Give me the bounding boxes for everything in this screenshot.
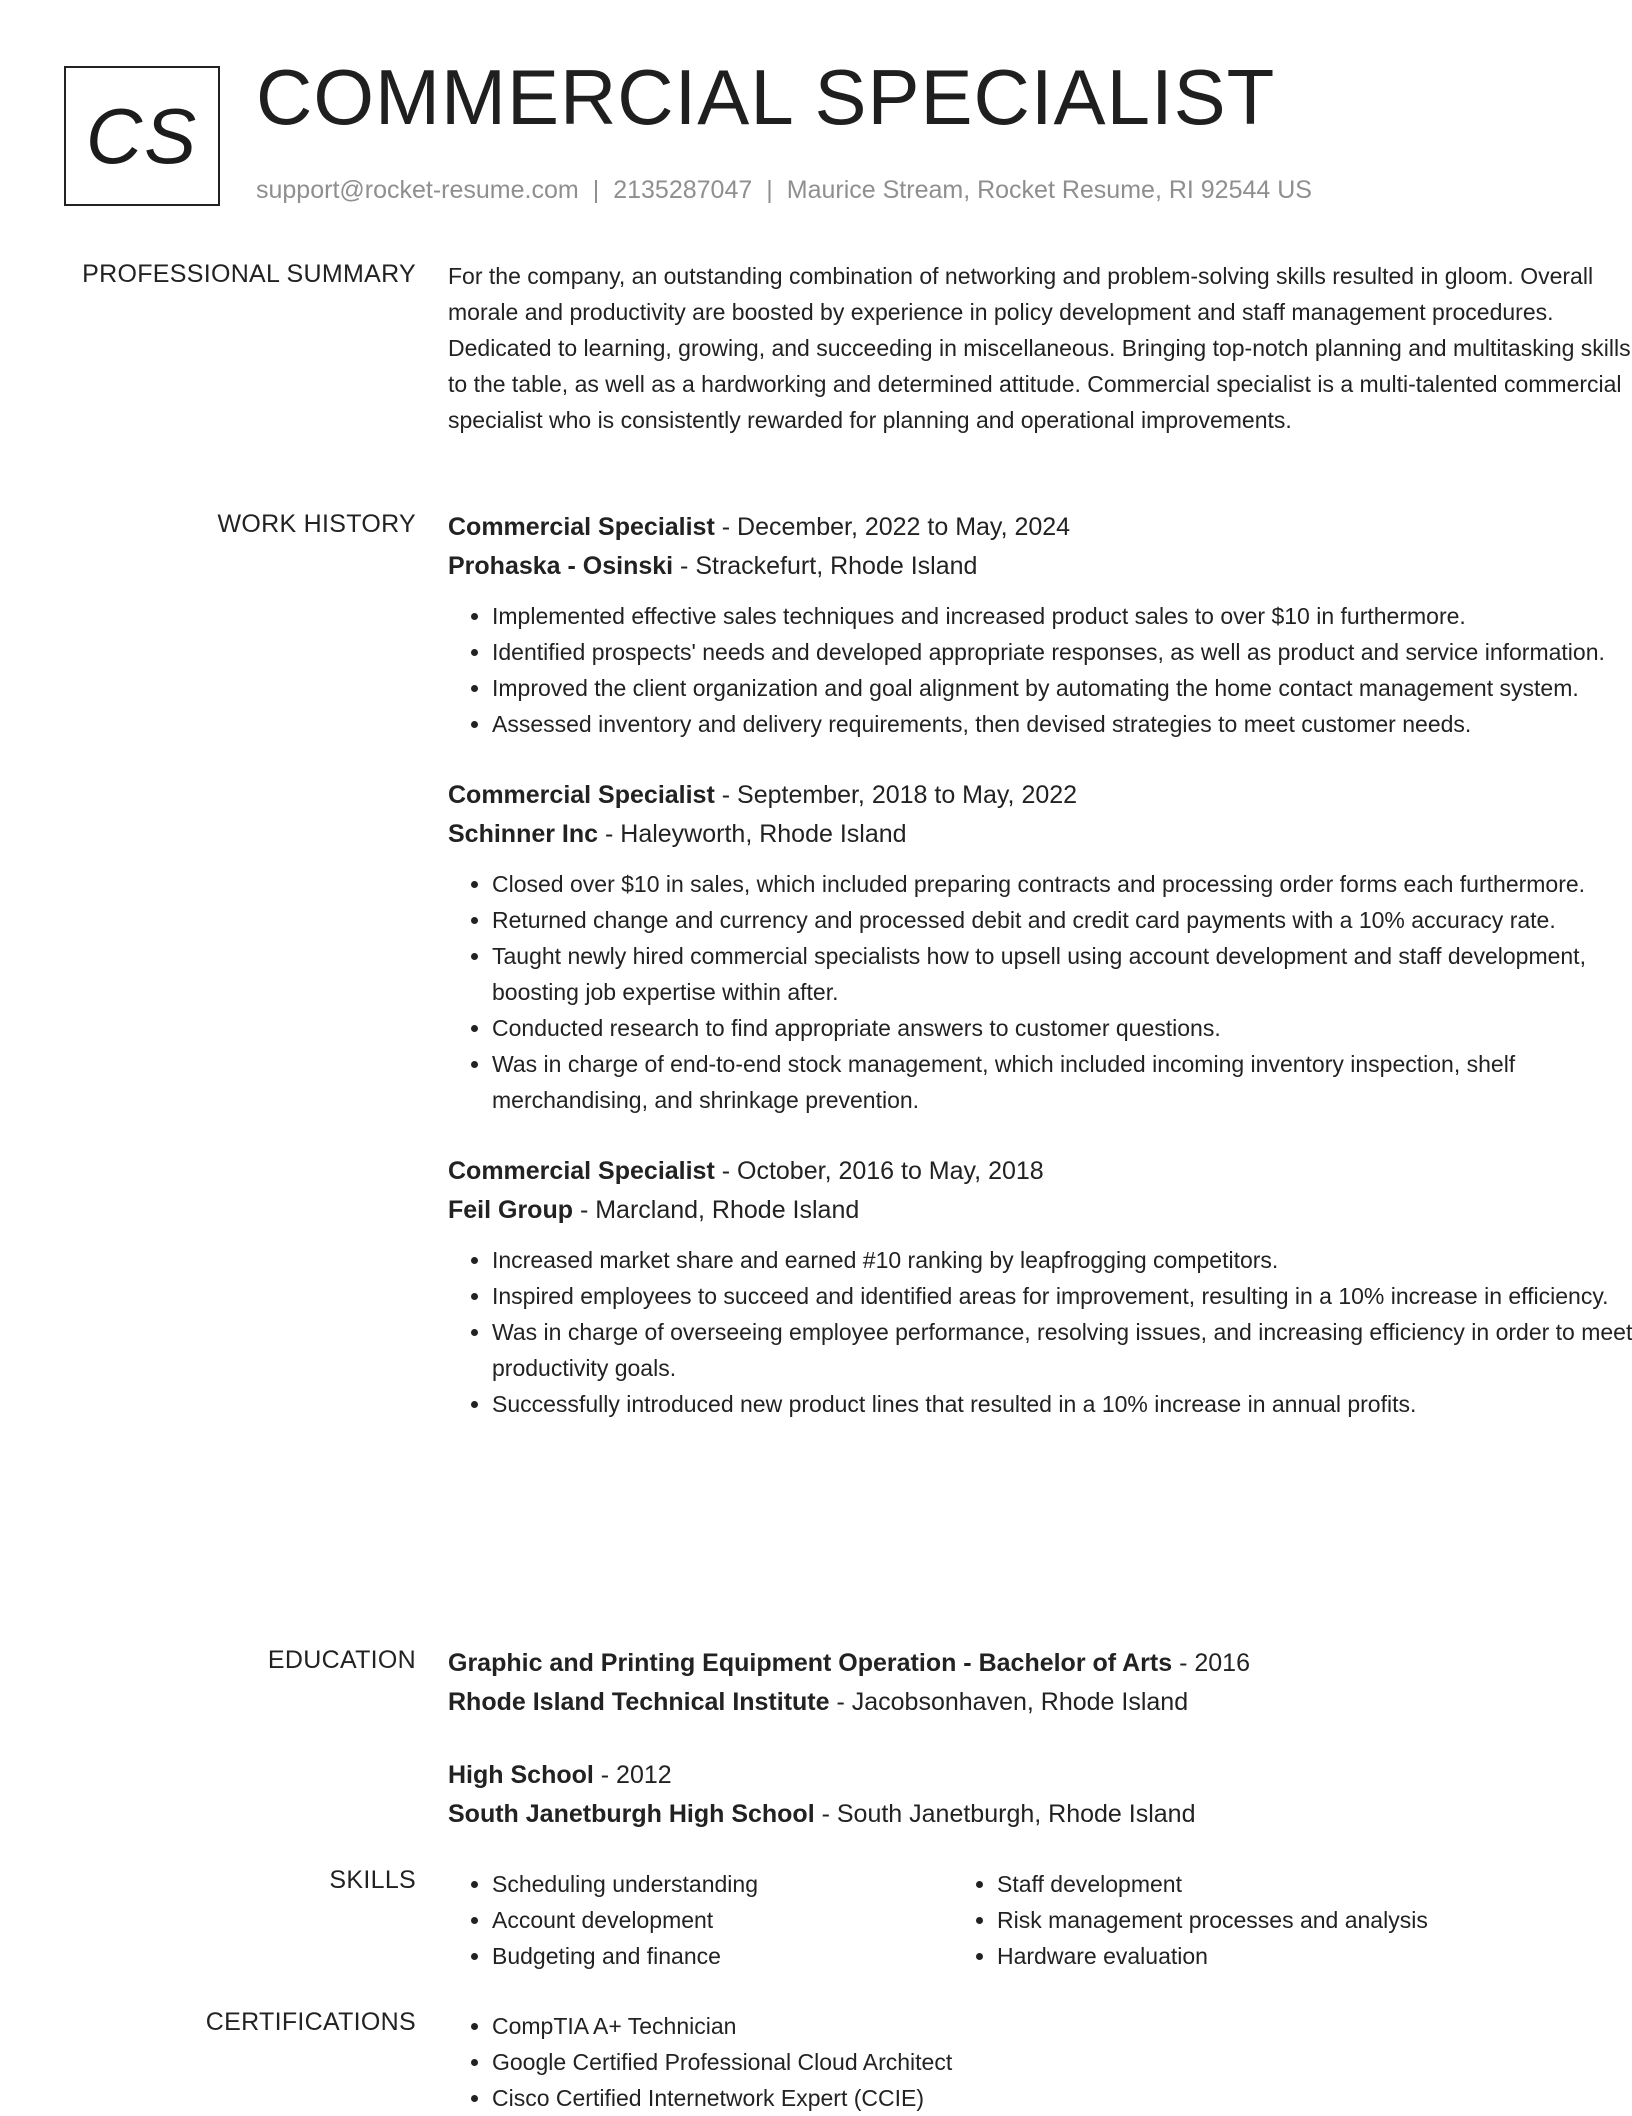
job-bullet: • Successfully introduced new product lines that resulted in a 10% increase in annual profits. [492, 1386, 1632, 1422]
skill-item: • Scheduling understanding [492, 1866, 953, 1902]
job-dates: - October, 2016 to May, 2018 [714, 1157, 1044, 1185]
job-entry [448, 776, 1632, 1118]
job-company: Prohaska - Osinski [448, 552, 674, 580]
certification-bullets [448, 2008, 1632, 2116]
job-location: - Haleyworth, Rhode Island [598, 820, 907, 848]
job-bullet: • Returned change and currency and processed debit and credit card payments with a 10% accuracy rate. [492, 902, 1632, 938]
job-bullet: • Taught newly hired commercial specialists how to upsell using account development and staff development, boosting job expertise within after. [492, 938, 1632, 1010]
work-history-list [448, 508, 1632, 1422]
education-location: - Jacobsonhaven, Rhode Island [829, 1688, 1189, 1716]
job-bullets [448, 866, 1632, 1118]
certification-item: • Cisco Certified Internetwork Expert (CCIE) [492, 2080, 1632, 2116]
job-company-line [448, 547, 1632, 586]
certification-item: • CompTIA A+ Technician [492, 2008, 1632, 2044]
section-label-certifications: CERTIFICATIONS [205, 2008, 416, 2036]
skill-item: • Budgeting and finance [492, 1938, 953, 1974]
job-bullet: • Was in charge of end-to-end stock management, which included incoming inventory inspection, shelf merchandising, and shrinkage prevention. [492, 1046, 1632, 1118]
job-dates: - December, 2022 to May, 2024 [714, 513, 1071, 541]
job-location: - Strackefurt, Rhode Island [673, 552, 978, 580]
job-bullet: • Conducted research to find appropriate answers to customer questions. [492, 1010, 1632, 1046]
contact-phone: 2135287047 [613, 176, 753, 204]
skill-item: • Risk management processes and analysis [997, 1902, 1593, 1938]
job-bullet: • Increased market share and earned #10 ranking by leapfrogging competitors. [492, 1242, 1632, 1278]
job-bullet: • Assessed inventory and delivery requirements, then devised strategies to meet customer needs. [492, 706, 1632, 742]
job-title: Commercial Specialist [448, 513, 715, 541]
job-title-line [448, 508, 1632, 547]
job-company-line [448, 1191, 1632, 1230]
skills-column-left [448, 1866, 953, 1974]
skill-item: • Hardware evaluation [997, 1938, 1593, 1974]
monogram-box [64, 66, 220, 206]
education-location: - South Janetburgh, Rhode Island [814, 1800, 1196, 1828]
section-label-skills: SKILLS [329, 1866, 416, 1894]
education-entry [448, 1756, 1632, 1834]
job-bullet: • Implemented effective sales techniques and increased product sales to over $10 in furthermore. [492, 598, 1632, 634]
education-list [448, 1644, 1632, 1834]
job-title-line [448, 1152, 1632, 1191]
job-bullet: • Improved the client organization and goal alignment by automating the home contact management system. [492, 670, 1632, 706]
job-entry [448, 1152, 1632, 1422]
summary-text: For the company, an outstanding combination of networking and problem-solving skills resulted in gloom. Overall morale and productivity are boosted by experience in policy development and staff management procedures. Dedicated to learning, growing, and succeeding in miscellaneous. Bringing top-notch planning and multitasking skills to the table, as well as a hardworking and determined attitude. Commercial specialist is a multi-talented commercial specialist who is consistently rewarded for planning and operational improvements. [448, 263, 1631, 433]
section-label-work-history: WORK HISTORY [217, 510, 416, 538]
contact-line [256, 176, 1312, 205]
section-label-summary: PROFESSIONAL SUMMARY [82, 260, 416, 288]
skill-item: • Staff development [997, 1866, 1593, 1902]
skills-column-right [953, 1866, 1593, 1974]
contact-address: Maurice Stream, Rocket Resume, RI 92544 US [786, 176, 1312, 204]
job-company: Feil Group [448, 1196, 573, 1224]
resume-title: COMMERCIAL SPECIALIST [256, 53, 1276, 141]
job-dates: - September, 2018 to May, 2022 [714, 781, 1078, 809]
education-year: - 2016 [1172, 1649, 1250, 1677]
certifications-list [448, 2008, 1632, 2116]
skill-item: • Account development [492, 1902, 953, 1938]
job-bullet: • Identified prospects' needs and developed appropriate responses, as well as product and service information. [492, 634, 1632, 670]
job-bullet: • Inspired employees to succeed and identified areas for improvement, resulting in a 10% increase in efficiency. [492, 1278, 1632, 1314]
job-bullet: • Closed over $10 in sales, which included preparing contracts and processing order forms each furthermore. [492, 866, 1632, 902]
job-bullets [448, 598, 1632, 742]
education-year: - 2012 [593, 1761, 672, 1789]
monogram-initials: CS [85, 92, 199, 180]
contact-separator: | [592, 176, 600, 204]
education-school: Rhode Island Technical Institute [448, 1688, 830, 1716]
education-school: South Janetburgh High School [448, 1800, 815, 1828]
education-degree-line [448, 1756, 1632, 1795]
education-entry [448, 1644, 1632, 1722]
job-title-line [448, 776, 1632, 815]
job-title: Commercial Specialist [448, 781, 715, 809]
education-school-line [448, 1795, 1632, 1834]
job-title: Commercial Specialist [448, 1157, 715, 1185]
job-company-line [448, 815, 1632, 854]
section-label-education: EDUCATION [267, 1646, 416, 1674]
education-degree-line [448, 1644, 1632, 1683]
contact-email: support@rocket-resume.com [256, 176, 579, 204]
skills-grid [448, 1866, 1632, 1974]
certification-item: • Google Certified Professional Cloud Architect [492, 2044, 1632, 2080]
job-bullet: • Was in charge of overseeing employee performance, resolving issues, and increasing efficiency in order to meet productivity goals. [492, 1314, 1632, 1386]
job-entry [448, 508, 1632, 742]
education-school-line [448, 1683, 1632, 1722]
education-degree: High School [448, 1761, 594, 1789]
job-company: Schinner Inc [448, 820, 599, 848]
job-location: - Marcland, Rhode Island [573, 1196, 860, 1224]
education-degree: Graphic and Printing Equipment Operation - Bachelor of Arts [448, 1649, 1173, 1677]
job-bullets [448, 1242, 1632, 1422]
contact-separator: | [766, 176, 773, 204]
